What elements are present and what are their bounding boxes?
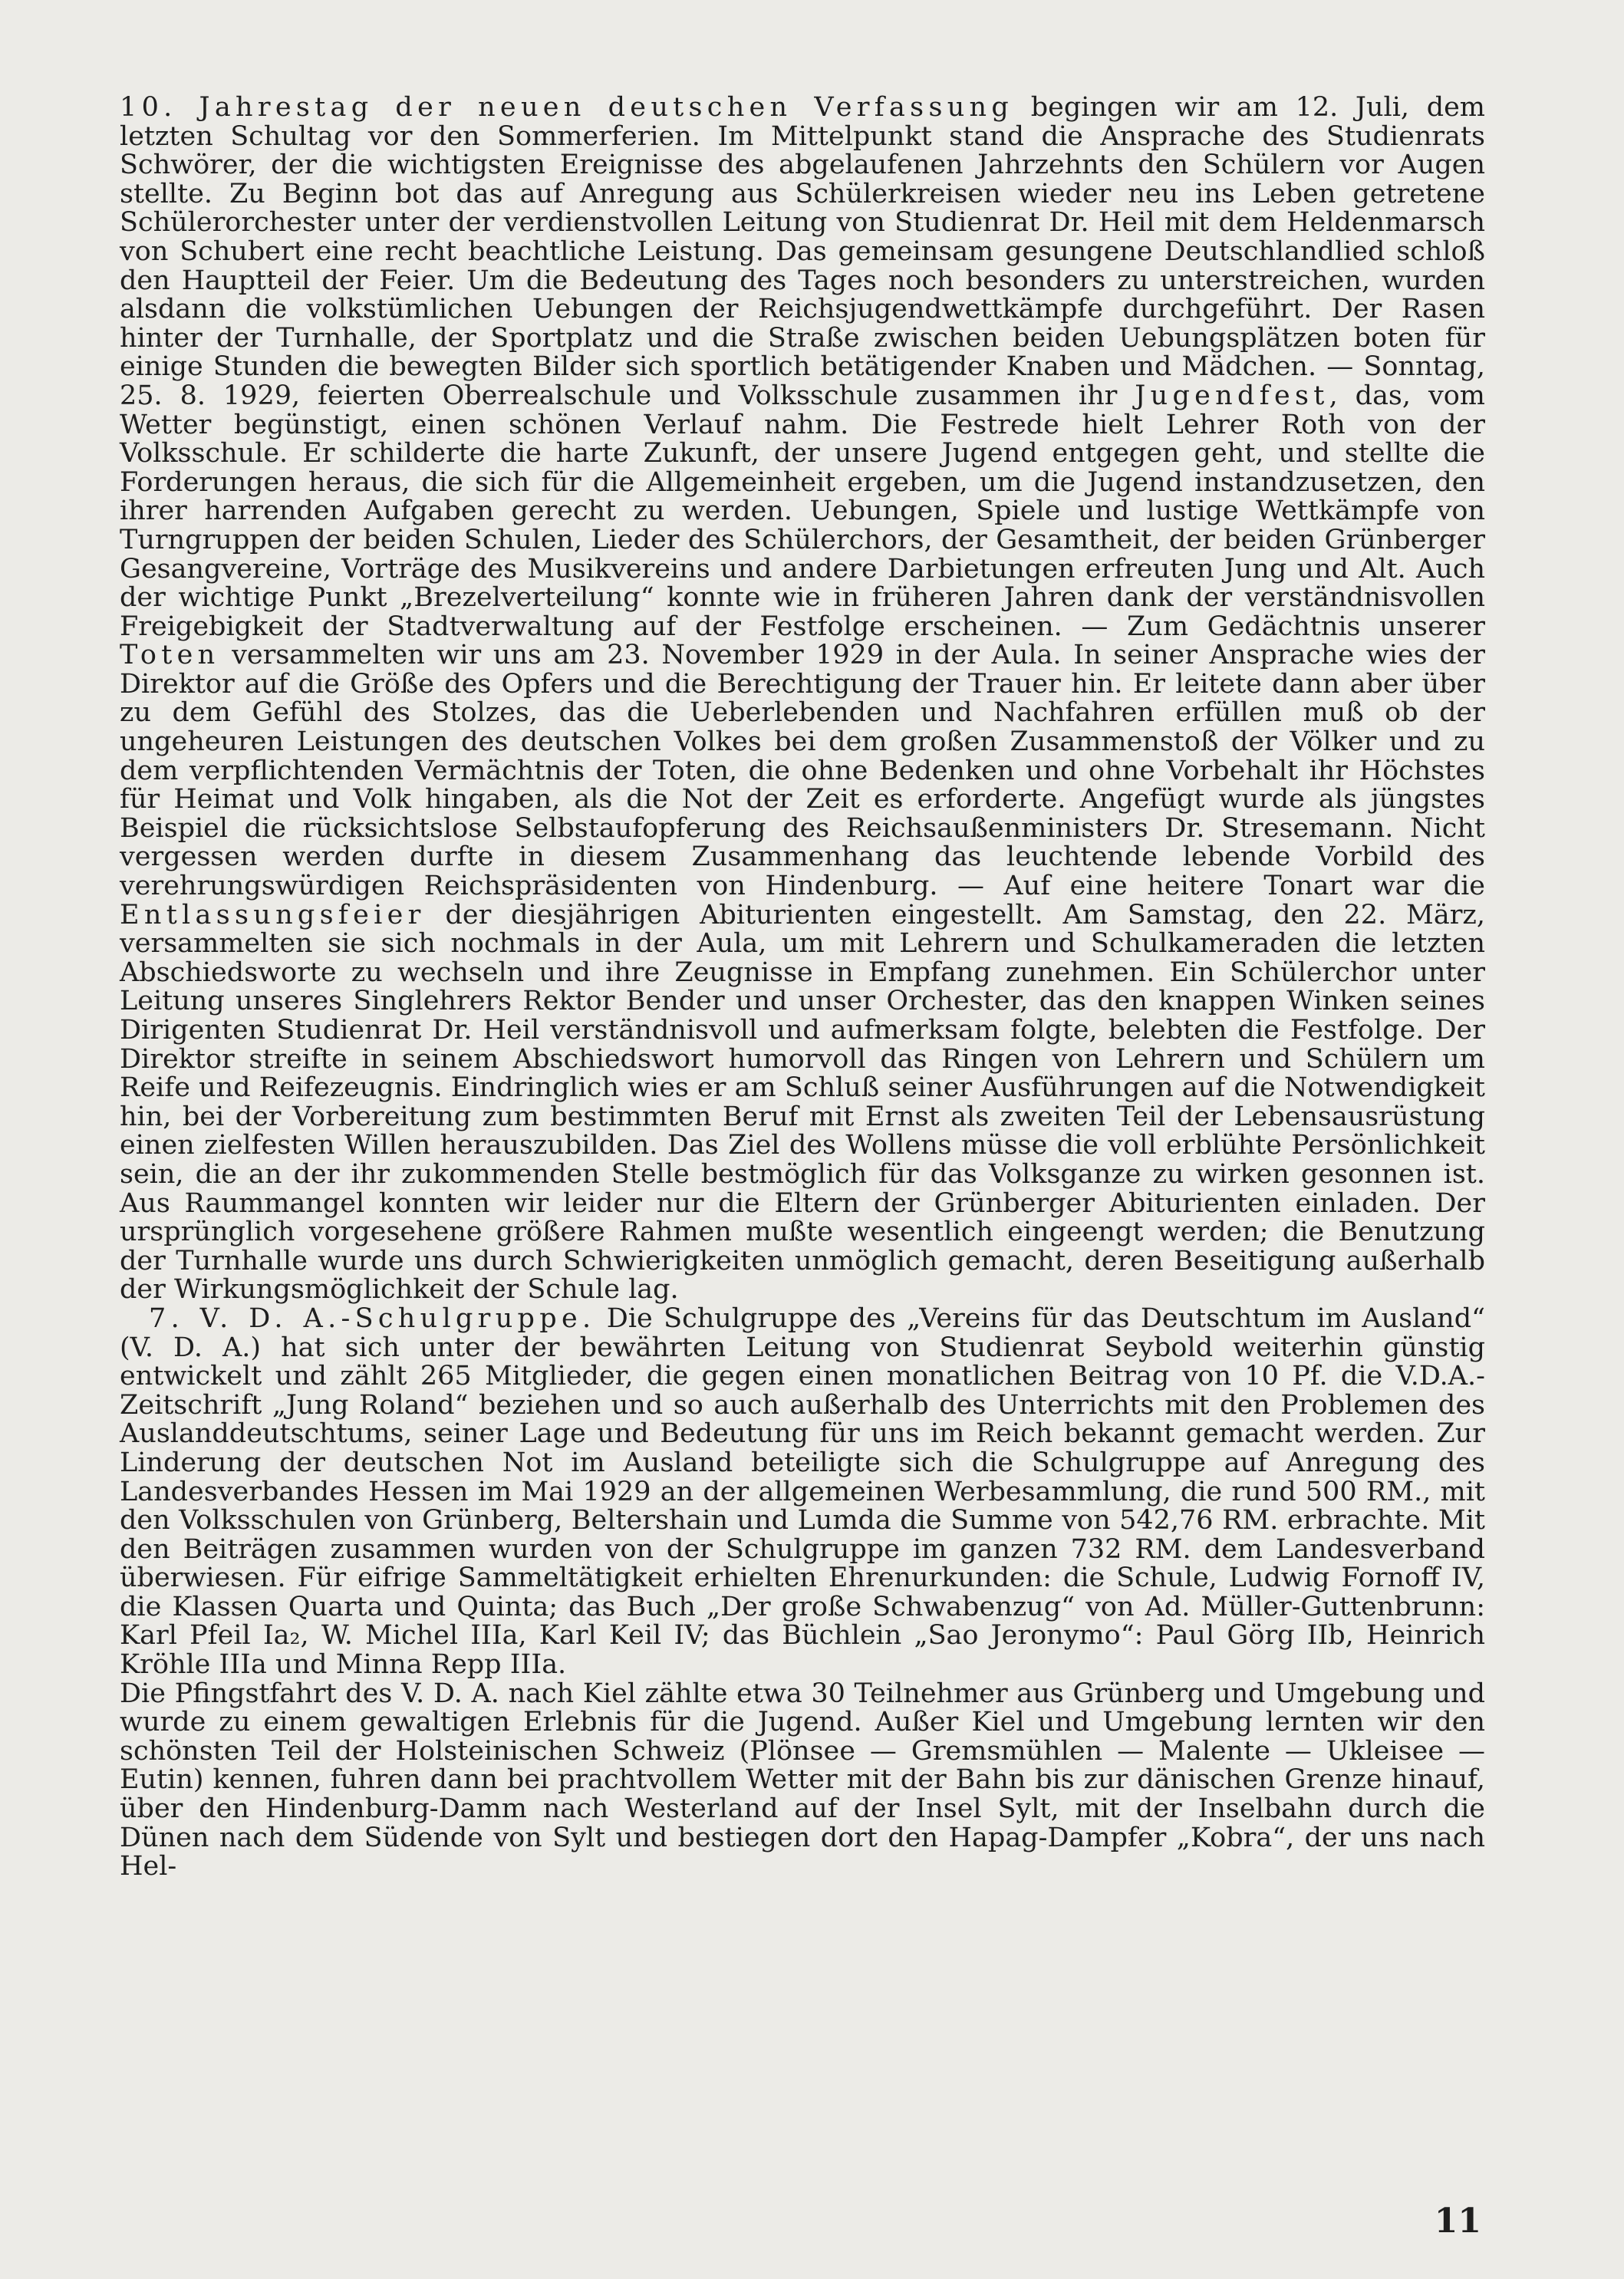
paragraph-text: Die Schulgruppe des „Vereins für das Deutschtum im Ausland“ (V. D. A.) hat sich unter der bewährten Leitung von Studienrat Seybold weiterhin günstig entwickelt und zählt 265 Mitglieder, die gegen einen monatlichen Beitrag von 10 Pf. die V.D.A.-Zeitschrift „Jung Roland“ beziehen und so auch außerhalb des Unterrichts mit den Problemen des Auslanddeutschtums, seiner Lage und Bedeutung für uns im Reich bekannt gemacht werden. Zur Linderung der deutschen Not im Ausland beteiligte sich die Schulgruppe auf Anregung des Landesverbandes Hessen im Mai 1929 an der allgemeinen Werbesammlung, die rund 500 RM., mit den Volksschulen von Grünberg, Beltershain und Lumda die Summe von 542,76 RM. erbrachte. Mit den Beiträgen zusammen wurden von der Schulgruppe im ganzen 732 RM. dem Landesverband überwiesen. Für eifrige Sammeltätigkeit erhielten Ehrenurkunden: die Schule, Ludwig Fornoff IV, die Klassen Quarta und Quinta; das Buch „Der große Schwabenzug“ von Ad. Müller-Guttenbrunn: Karl Pfeil Ia₂, W. Michel IIIa, Karl Keil IV; das Büchlein „Sao Jeronymo“: Paul Görg IIb, Heinrich Kröhle IIIa und Minna Repp IIIa. (120, 1303, 1485, 1681)
paragraph-text: Die Pfingstfahrt des V. D. A. nach Kiel zählte etwa 30 Teilnehmer aus Grünberg und Umgebung und wurde zu einem gewaltigen Erlebnis für die Jugend. Außer Kiel und Umgebung lernten wir den schönsten Teil der Holsteinischen Schweiz (Plönsee — Gremsmühlen — Malente — Ukleisee — Eutin) kennen, fuhren dann bei prachtvollem Wetter mit der Bahn bis zur dänischen Grenze hinauf, über den Hindenburg-Damm nach Westerland auf der Insel Sylt, mit der Inselbahn durch die Dünen nach dem Südende von Sylt und bestiegen dort den Hapag-Dampfer „Kobra“, der uns nach Hel- (120, 1678, 1485, 1882)
paragraph-text: begingen wir am 12. Juli, dem letzten Schultag vor den Sommerferien. Im Mittelpunkt stand die Ansprache des Studienrats Schwörer, der die wichtigsten Ereignisse des abgelaufenen Jahrzehnts den Schülern vor Augen stellte. Zu Beginn bot das auf Anregung aus Schülerkreisen wieder neu ins Leben getretene Schülerorchester unter der verdienstvollen Leitung von Studienrat Dr. Heil mit dem Heldenmarsch von Schubert eine recht beachtliche Leistung. Das gemeinsam gesungene Deutschlandlied schloß den Hauptteil der Feier. Um die Bedeutung des Tages noch besonders zu unterstreichen, wurden alsdann die volkstümlichen Uebungen der Reichsjugendwettkämpfe durchgeführt. Der Rasen hinter der Turnhalle, der Sportplatz und die Straße zwischen beiden Uebungsplätzen boten für einige Stunden die bewegten Bilder sich sportlich betätigender Knaben und Mädchen. — Sonntag, 25. 8. 1929, feierten Oberrealschule und Volksschule zusammen ihr (120, 92, 1485, 411)
heading-youth-festival: Jugendfest (1135, 380, 1329, 411)
paragraph-text: , das, vom Wetter begünstigt, einen schönen Verlauf nahm. Die Festrede hielt Lehrer Roth von der Volksschule. Er schilderte die harte Zukunft, der unsere Jugend entgegen geht, und stellte die Forderungen heraus, die sich für die Allgemeinheit ergeben, um die Jugend instandzusetzen, den ihrer harrenden Aufgaben gerecht zu werden. Uebungen, Spiele und lustige Wettkämpfe von Turngruppen der beiden Schulen, Lieder des Schülerchors, der Gesamtheit, der beiden Grünberger Gesangvereine, Vorträge des Musikvereins und andere Darbietungen erfreuten Jung und Alt. Auch der wichtige Punkt „Brezelverteilung“ konnte wie in früheren Jahren dank der verständnisvollen Freigebigkeit der Stadtverwaltung auf der Festfolge erscheinen. — Zum Gedächtnis unserer (120, 380, 1485, 642)
heading-remembrance: Toten (120, 640, 220, 671)
heading-graduation: Entlassungsfeier (120, 899, 426, 930)
body-text (120, 94, 1485, 1882)
paragraph-text: der diesjährigen Abiturienten eingestellt. Am Samstag, den 22. März, versammelten sie sich nochmals in der Aula, um mit Lehrern und Schulkameraden die letzten Abschiedsworte zu wechseln und ihre Zeugnisse in Empfang zunehmen. Ein Schülerchor unter Leitung unseres Singlehrers Rektor Bender und unser Orchester, das den knappen Winken seines Dirigenten Studienrat Dr. Heil verständnisvoll und aufmerksam folgte, belebten die Festfolge. Der Direktor streifte in seinem Abschiedswort humorvoll das Ringen von Lehrern und Schülern um Reife und Reifezeugnis. Eindringlich wies er am Schluß seiner Ausführungen auf die Notwendigkeit hin, bei der Vorbereitung zum bestimmten Beruf mit Ernst als zweiten Teil der Lebensausrüstung einen zielfesten Willen herauszubilden. Das Ziel des Wollens müsse die voll erblühte Persönlichkeit sein, die an der ihr zukommenden Stelle bestmöglich für das Volksganze zu wirken gesonnen ist. Aus Raummangel konnten wir leider nur die Eltern der Grünberger Abiturienten einladen. Der ursprünglich vorgesehene größere Rahmen mußte wesentlich eingeengt werden; die Benutzung der Turnhalle wurde uns durch Schwierigkeiten unmöglich gemacht, deren Beseitigung außerhalb der Wirkungsmöglichkeit der Schule lag. (120, 899, 1485, 1306)
paragraph-vda-group (120, 1305, 1485, 1680)
page-number: 11 (1434, 2202, 1481, 2241)
paragraph-pentecost-trip (120, 1680, 1485, 1882)
paragraph-celebrations (120, 94, 1485, 1305)
paragraph-text: versammelten wir uns am 23. November 1929 in der Aula. In seiner Ansprache wies der Direktor auf die Größe des Opfers und die Berechtigung der Trauer hin. Er leitete dann aber über zu dem Gefühl des Stolzes, das die Ueberlebenden und Nachfahren erfüllen muß ob der ungeheuren Leistungen des deutschen Volkes bei dem großen Zusammenstoß der Völker und zu dem verpflichtenden Vermächtnis der Toten, die ohne Bedenken und ohne Vorbehalt ihr Höchstes für Heimat und Volk hingaben, als die Not der Zeit es erforderte. Angefügt wurde als jüngstes Beispiel die rücksichtslose Selbstaufopferung des Reichsaußenministers Dr. Stresemann. Nicht vergessen werden durfte in diesem Zusammenhang das leuchtende lebende Vorbild des verehrungswürdigen Reichspräsidenten von Hindenburg. — Auf eine heitere Tonart war die (120, 640, 1485, 902)
heading-constitution-day: 10. Jahrestag der neuen deutschen Verfassung (120, 92, 1014, 123)
section-heading-vda: 7. V. D. A.-Schulgruppe. (149, 1303, 596, 1334)
